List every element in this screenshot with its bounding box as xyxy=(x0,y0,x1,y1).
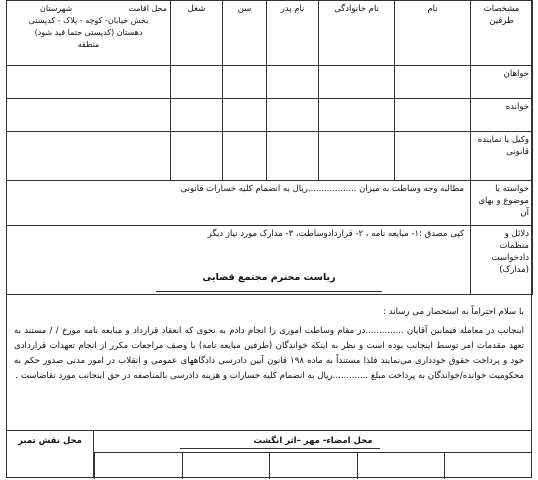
header-address-region: منطقه xyxy=(77,40,100,49)
evidence-text[interactable]: کپی مصدق :۱- مبایعه نامه ، ۲- قراردادوساطت، ۳- مدارک مورد نیاز دیگر xyxy=(7,226,471,295)
signature-cells[interactable] xyxy=(94,452,532,479)
header-family-name: نام خانوادگی xyxy=(319,1,395,66)
lawyer-label: وکیل یا نماینده قانونی xyxy=(471,132,533,181)
header-job: شغل xyxy=(171,1,223,66)
stamp-label: محل نقش تمبر xyxy=(18,436,82,446)
header-age: سن xyxy=(223,1,267,66)
signature-cell[interactable] xyxy=(444,453,532,479)
defendant-label: خوانده xyxy=(471,99,533,132)
petition-paragraph: اینجانب در معامله فیمابین آقایان ..............در مقام وساطت اموری را انجام دادم به نحوی که انعقاد قرارداد و مبایعه نامه مورخ / / مستند به تعهد مقدمات امر توسط اینجانب بوده است و نظر به اینکه خواندگان (طرفین مبایعه نامه) با وصف مراجعات مکرر از انجام تعهدات قراردادی خود و پرداخت حقوق خودداری می‌نمایند فلذا مستنداً به ماده ۱۹۸ قانون آیین دادرسی دادگاههای عمومی و انقلاب در امور مدنی صدور حکم به محکومیت خوانده/خواندگان به پرداخت مبلغ .............ریال به انضمام کلیه خسارات و هزینه دادرسی بالمناصفه در حق اینجانب مورد تقاضاست . xyxy=(14,326,524,381)
evidence-label: دلائل و منظمات دادخواست (مدارک) xyxy=(471,226,533,295)
greeting-text: با سلام احتراماً به استحضار می رساند : xyxy=(383,307,524,317)
plaintiff-label: خواهان xyxy=(471,66,533,99)
signature-cell[interactable] xyxy=(94,453,182,479)
header-name: نام xyxy=(395,1,471,66)
signature-cell[interactable] xyxy=(357,453,445,479)
court-heading: ریاست محترم مجتمع قضایی xyxy=(202,272,336,283)
signature-label: محل امضاء- مهر –اثر انگشت xyxy=(253,436,373,446)
form-border xyxy=(6,0,532,478)
signature-underline xyxy=(180,448,380,449)
subject-text[interactable]: مطالبه وجه وساطت به میزان ..................ریال به انضمام کلیه خسارات قانونی xyxy=(7,181,471,226)
header-address-village: دهستان (کدپستی حتما قید شود) xyxy=(34,28,143,37)
header-address-residence: محل اقامت xyxy=(128,4,167,13)
header-address-street: بخش خیابان- کوچه - پلاک - کدپستی xyxy=(28,16,149,25)
signature-cell[interactable] xyxy=(269,453,357,479)
header-father-name: نام پدر xyxy=(267,1,319,66)
header-parties: مشخصات طرفین xyxy=(471,1,533,66)
signature-cell[interactable] xyxy=(182,453,270,479)
subject-label: خواسته یا موضوع و بهای آن xyxy=(471,181,533,226)
header-address-city: شهرستان xyxy=(40,4,73,13)
